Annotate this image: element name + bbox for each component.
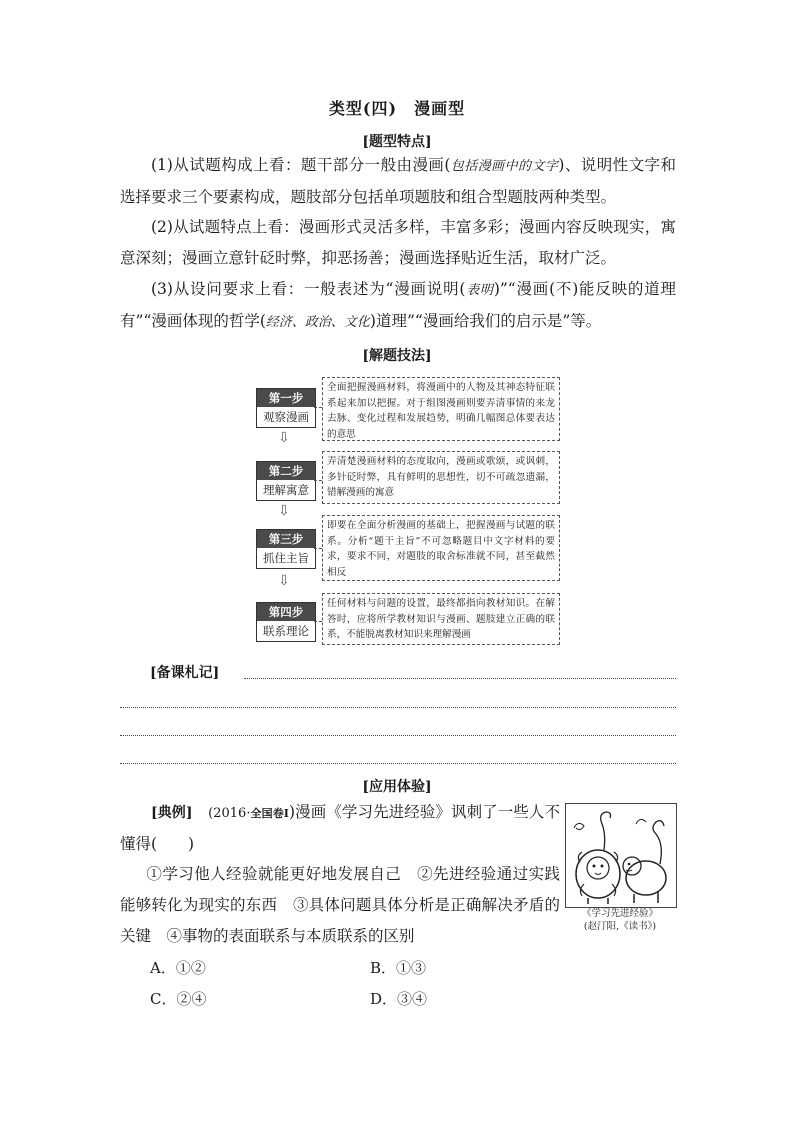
notes-label: [备课札记] [150, 665, 220, 681]
step-3-number: 第三步 [257, 530, 315, 548]
features-paragraph-1 [120, 150, 676, 213]
step-3-box [256, 529, 316, 569]
step-4-connector [314, 621, 322, 622]
notes-line [120, 735, 676, 736]
cartoon-caption-source: (赵汀阳,《读书》) [583, 921, 657, 932]
example-label: [典例] [151, 805, 193, 821]
cartoon-caption-title: 《学习先进经验》 [581, 908, 658, 919]
features-p2-text: (2)从试题特点上看：漫画形式灵活多样，丰富多彩；漫画内容反映现实，寓意深刻；漫画立意针砭时弊，抑恶扬善；漫画选择贴近生活，取材广泛。 [120, 218, 676, 267]
down-arrow-icon: ⇩ [278, 573, 290, 589]
example-statements [120, 859, 560, 952]
down-arrow-icon: ⇩ [278, 503, 290, 519]
section-features-heading: [题型特点] [362, 134, 432, 150]
option-b: B．①③ [370, 959, 427, 977]
example-source-small: 全国卷Ⅰ [250, 807, 290, 820]
features-p3-b: )”“漫画(不)能反映的道理有”“漫画体现的哲学( [120, 280, 676, 330]
example-source-a: (2016· [208, 806, 251, 821]
step-2-connector [314, 480, 322, 481]
example-statements-text: ①学习他人经验就能更好地发展自己 ②先进经验通过实践能够转化为现实的东西 ③具体问题具体分析是正确解决矛盾的关键 ④事物的表面联系与本质联系的区别 [120, 865, 560, 945]
step-1-connector [314, 407, 322, 408]
features-p1-small: 包括漫画中的文字 [450, 159, 559, 174]
features-paragraph-3 [120, 274, 676, 338]
example-question [120, 797, 560, 860]
step-3-description: 即要在全面分析漫画的基础上，把握漫画与试题的联系。分析“题干主旨”不可忽略题目中文字材料的要求，要求不同，对题肢的取舍标准就不同，甚至截然相反 [322, 515, 560, 581]
features-p3-c: )道理”“漫画给我们的启示是”等。 [369, 312, 602, 330]
cartoon-drawing [566, 804, 676, 907]
step-3-name: 抓住主旨 [263, 551, 309, 565]
notes-line [244, 678, 676, 679]
step-1-description: 全面把握漫画材料，将漫画中的人物及其神态特征联系起来加以把握。对于组图漫画则要弄清事情的来龙去脉、变化过程和发展趋势，明确几幅图总体要表达的意思 [322, 377, 560, 441]
option-a: A．①② [150, 959, 206, 977]
step-2-name: 理解寓意 [263, 483, 309, 497]
step-2-number: 第二步 [257, 462, 315, 480]
step-1-number: 第一步 [257, 389, 315, 407]
option-c: C．②④ [150, 990, 207, 1008]
step-2-box [256, 461, 316, 501]
step-1-box [256, 388, 316, 428]
step-1-name: 观察漫画 [263, 410, 309, 424]
notes-line [120, 707, 676, 708]
example-stem: )漫画《学习先进经验》讽刺了一些人不懂得( ) [120, 803, 560, 853]
features-p1-b: )、说明性文字和选择要求三个要素构成，题肢部分包括单项题肢和组合型题肢两种类型。 [120, 156, 676, 206]
features-p1-a: (1)从试题构成上看：题干部分一般由漫画( [151, 156, 451, 174]
section-methods-heading: [解题技法] [362, 348, 432, 364]
step-4-box [256, 602, 316, 642]
step-4-number: 第四步 [257, 603, 315, 621]
step-2-description: 弄清楚漫画材料的态度取向，漫画或歌颂，或讽刺，多针砭时弊，具有鲜明的思想性，切不可疏忽遗漏，错解漫画的寓意 [322, 451, 560, 504]
down-arrow-icon: ⇩ [278, 430, 290, 446]
step-4-name: 联系理论 [263, 624, 309, 638]
notes-line [120, 763, 676, 764]
option-d: D．③④ [370, 990, 428, 1008]
step-3-connector [314, 548, 322, 549]
page-title: 类型(四) 漫画型 [328, 99, 466, 118]
features-paragraph-2 [120, 212, 676, 274]
cartoon-image [565, 803, 677, 908]
step-4-description: 任何材料与问题的设置，最终都指向教材知识。在解答时，应将所学教材知识与漫画、题肢建立正确的联系，不能脱离教材知识来理解漫画 [322, 593, 560, 645]
features-p3-small1: 表明 [465, 283, 494, 298]
section-practice-heading: [应用体验] [362, 779, 432, 795]
features-p3-small2: 经济、政治、文化 [265, 315, 370, 330]
features-p3-a: (3)从设问要求上看：一般表述为“漫画说明( [151, 280, 466, 298]
